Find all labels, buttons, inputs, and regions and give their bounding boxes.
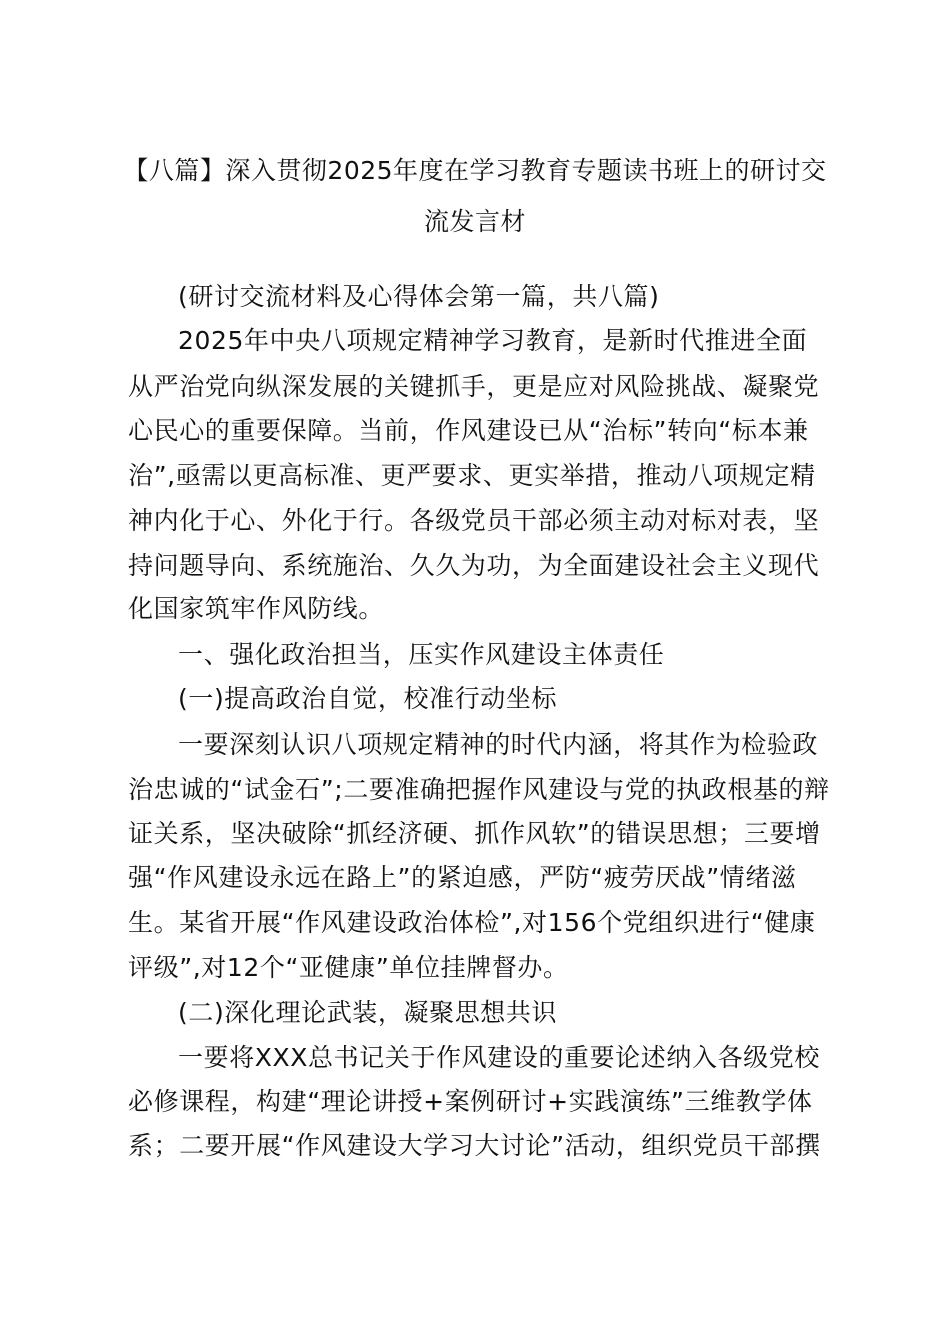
section-heading: 一、强化政治担当，压实作风建设主体责任 [178,640,665,669]
paragraph-line: 评级”,对12个“亚健康”单位挂牌督办。 [128,953,569,982]
paragraph-line: 一要将XXX总书记关于作风建设的重要论述纳入各级党校 [178,1043,820,1072]
paragraph-line: 一要深刻认识八项规定精神的时代内涵，将其作为检验政 [178,730,819,759]
paragraph-line: 必修课程，构建“理论讲授+案例研讨+实践演练”三维教学体 [128,1087,813,1116]
paragraph-line: 证关系，坚决破除“抓经济硬、抓作风软”的错误思想；三要增 [128,819,821,848]
paragraph-line: 化国家筑牢作风防线。 [128,594,385,623]
paragraph-line: 治”,亟需以更高标准、更严要求、更实举措，推动八项规定精 [128,461,816,490]
paragraph-line: 心民心的重要保障。当前，作风建设已从“治标”转向“标本兼 [128,416,809,445]
paragraph-line: 神内化于心、外化于行。各级党员干部必须主动对标对表，坚 [128,506,820,535]
subsection-heading: (二)深化理论武装，凝聚思想共识 [178,998,558,1027]
paragraph-line: 从严治党向纵深发展的关键抓手，更是应对风险挑战、凝聚党 [128,372,820,401]
document-title-line-2: 流发言材 [423,207,526,236]
paragraph-line: 2025年中央八项规定精神学习教育，是新时代推进全面 [178,326,808,355]
paragraph-line: 强“作风建设永远在路上”的紧迫感，严防“疲劳厌战”情绪滋 [128,863,797,892]
paragraph-line: 持问题导向、系统施治、久久为功，为全面建设社会主义现代 [128,551,820,580]
subtitle-note: (研讨交流材料及心得体会第一篇，共八篇) [178,282,660,311]
paragraph-line: 治忠诚的“试金石”;二要准确把握作风建设与党的执政根基的辩 [128,775,830,804]
paragraph-line: 系；二要开展“作风建设大学习大讨论”活动，组织党员干部撰 [128,1131,821,1160]
subsection-heading: (一)提高政治自觉，校准行动坐标 [178,684,558,713]
paragraph-line: 生。某省开展“作风建设政治体检”,对156个党组织进行“健康 [128,908,816,937]
document-title-line-1: 【八篇】深入贯彻2025年度在学习教育专题读书班上的研讨交 [123,156,827,185]
